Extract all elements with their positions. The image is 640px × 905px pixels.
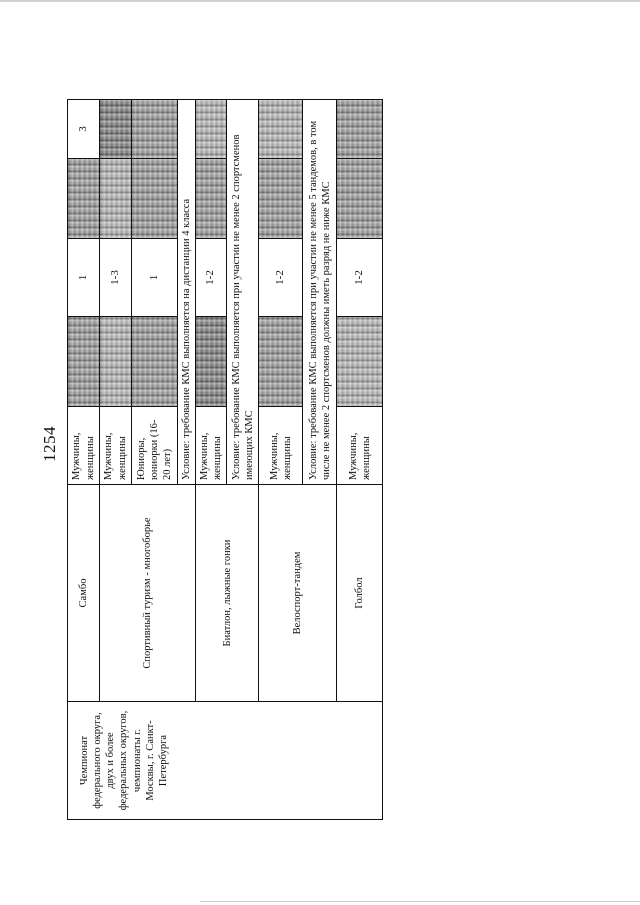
competition-cell: Чемпионат федерального округа, двух и более федеральных округов, чемпионаты г. Москвы, г. Санкт-Петербурга <box>68 702 383 820</box>
group-men-women: Мужчины, женщины <box>68 407 100 485</box>
table-row <box>68 100 100 820</box>
value-cell: 1-2 <box>259 239 303 317</box>
shaded-cell <box>68 317 100 407</box>
shaded-cell <box>337 159 383 239</box>
group-juniors: Юниоры, юниорки (16-20 лет) <box>132 407 178 485</box>
shaded-cell <box>337 100 383 159</box>
shaded-cell <box>337 317 383 407</box>
scan-edge-bottom <box>200 901 640 902</box>
shaded-cell <box>100 159 132 239</box>
group-men-women: Мужчины, женщины <box>337 407 383 485</box>
rotated-table-container <box>67 100 377 820</box>
shaded-cell <box>68 159 100 239</box>
value-cell: 1 <box>132 239 178 317</box>
value-cell: 1-2 <box>337 239 383 317</box>
value-cell: 3 <box>68 100 100 159</box>
shaded-cell <box>132 317 178 407</box>
shaded-cell <box>259 159 303 239</box>
value-cell: 1-2 <box>196 239 227 317</box>
shaded-cell <box>132 100 178 159</box>
scan-edge-top <box>0 0 640 2</box>
value-cell: 1-3 <box>100 239 132 317</box>
shaded-cell <box>132 159 178 239</box>
shaded-cell <box>100 317 132 407</box>
group-men-women: Мужчины, женщины <box>100 407 132 485</box>
qualification-table <box>67 99 383 820</box>
group-men-women: Мужчины, женщины <box>196 407 227 485</box>
shaded-cell <box>259 100 303 159</box>
condition-tourism: Условие: требование КМС выполняется на дистанции 4 класса <box>178 100 196 485</box>
group-men-women: Мужчины, женщины <box>259 407 303 485</box>
condition-cycling: Условие: требование КМС выполняется при участии не менее 5 тандемов, в том числе не менее 2 спортсменов должны иметь разряд не ниже КМС <box>303 100 337 485</box>
sport-biathlon: Биатлон, лыжные гонки <box>196 485 259 702</box>
value-cell: 1 <box>68 239 100 317</box>
sport-goalball: Голбол <box>337 485 383 702</box>
shaded-cell <box>100 100 132 159</box>
condition-biathlon: Условие: требование КМС выполняется при участии не менее 2 спортсменов имеющих КМС <box>227 100 259 485</box>
sport-sambo: Самбо <box>68 485 100 702</box>
sport-tourism: Спортивный туризм - многоборье <box>100 485 196 702</box>
shaded-cell <box>196 100 227 159</box>
shaded-cell <box>196 317 227 407</box>
sport-cycling: Велоспорт-тандем <box>259 485 337 702</box>
page-number: 1254 <box>40 426 59 462</box>
shaded-cell <box>259 317 303 407</box>
shaded-cell <box>196 159 227 239</box>
